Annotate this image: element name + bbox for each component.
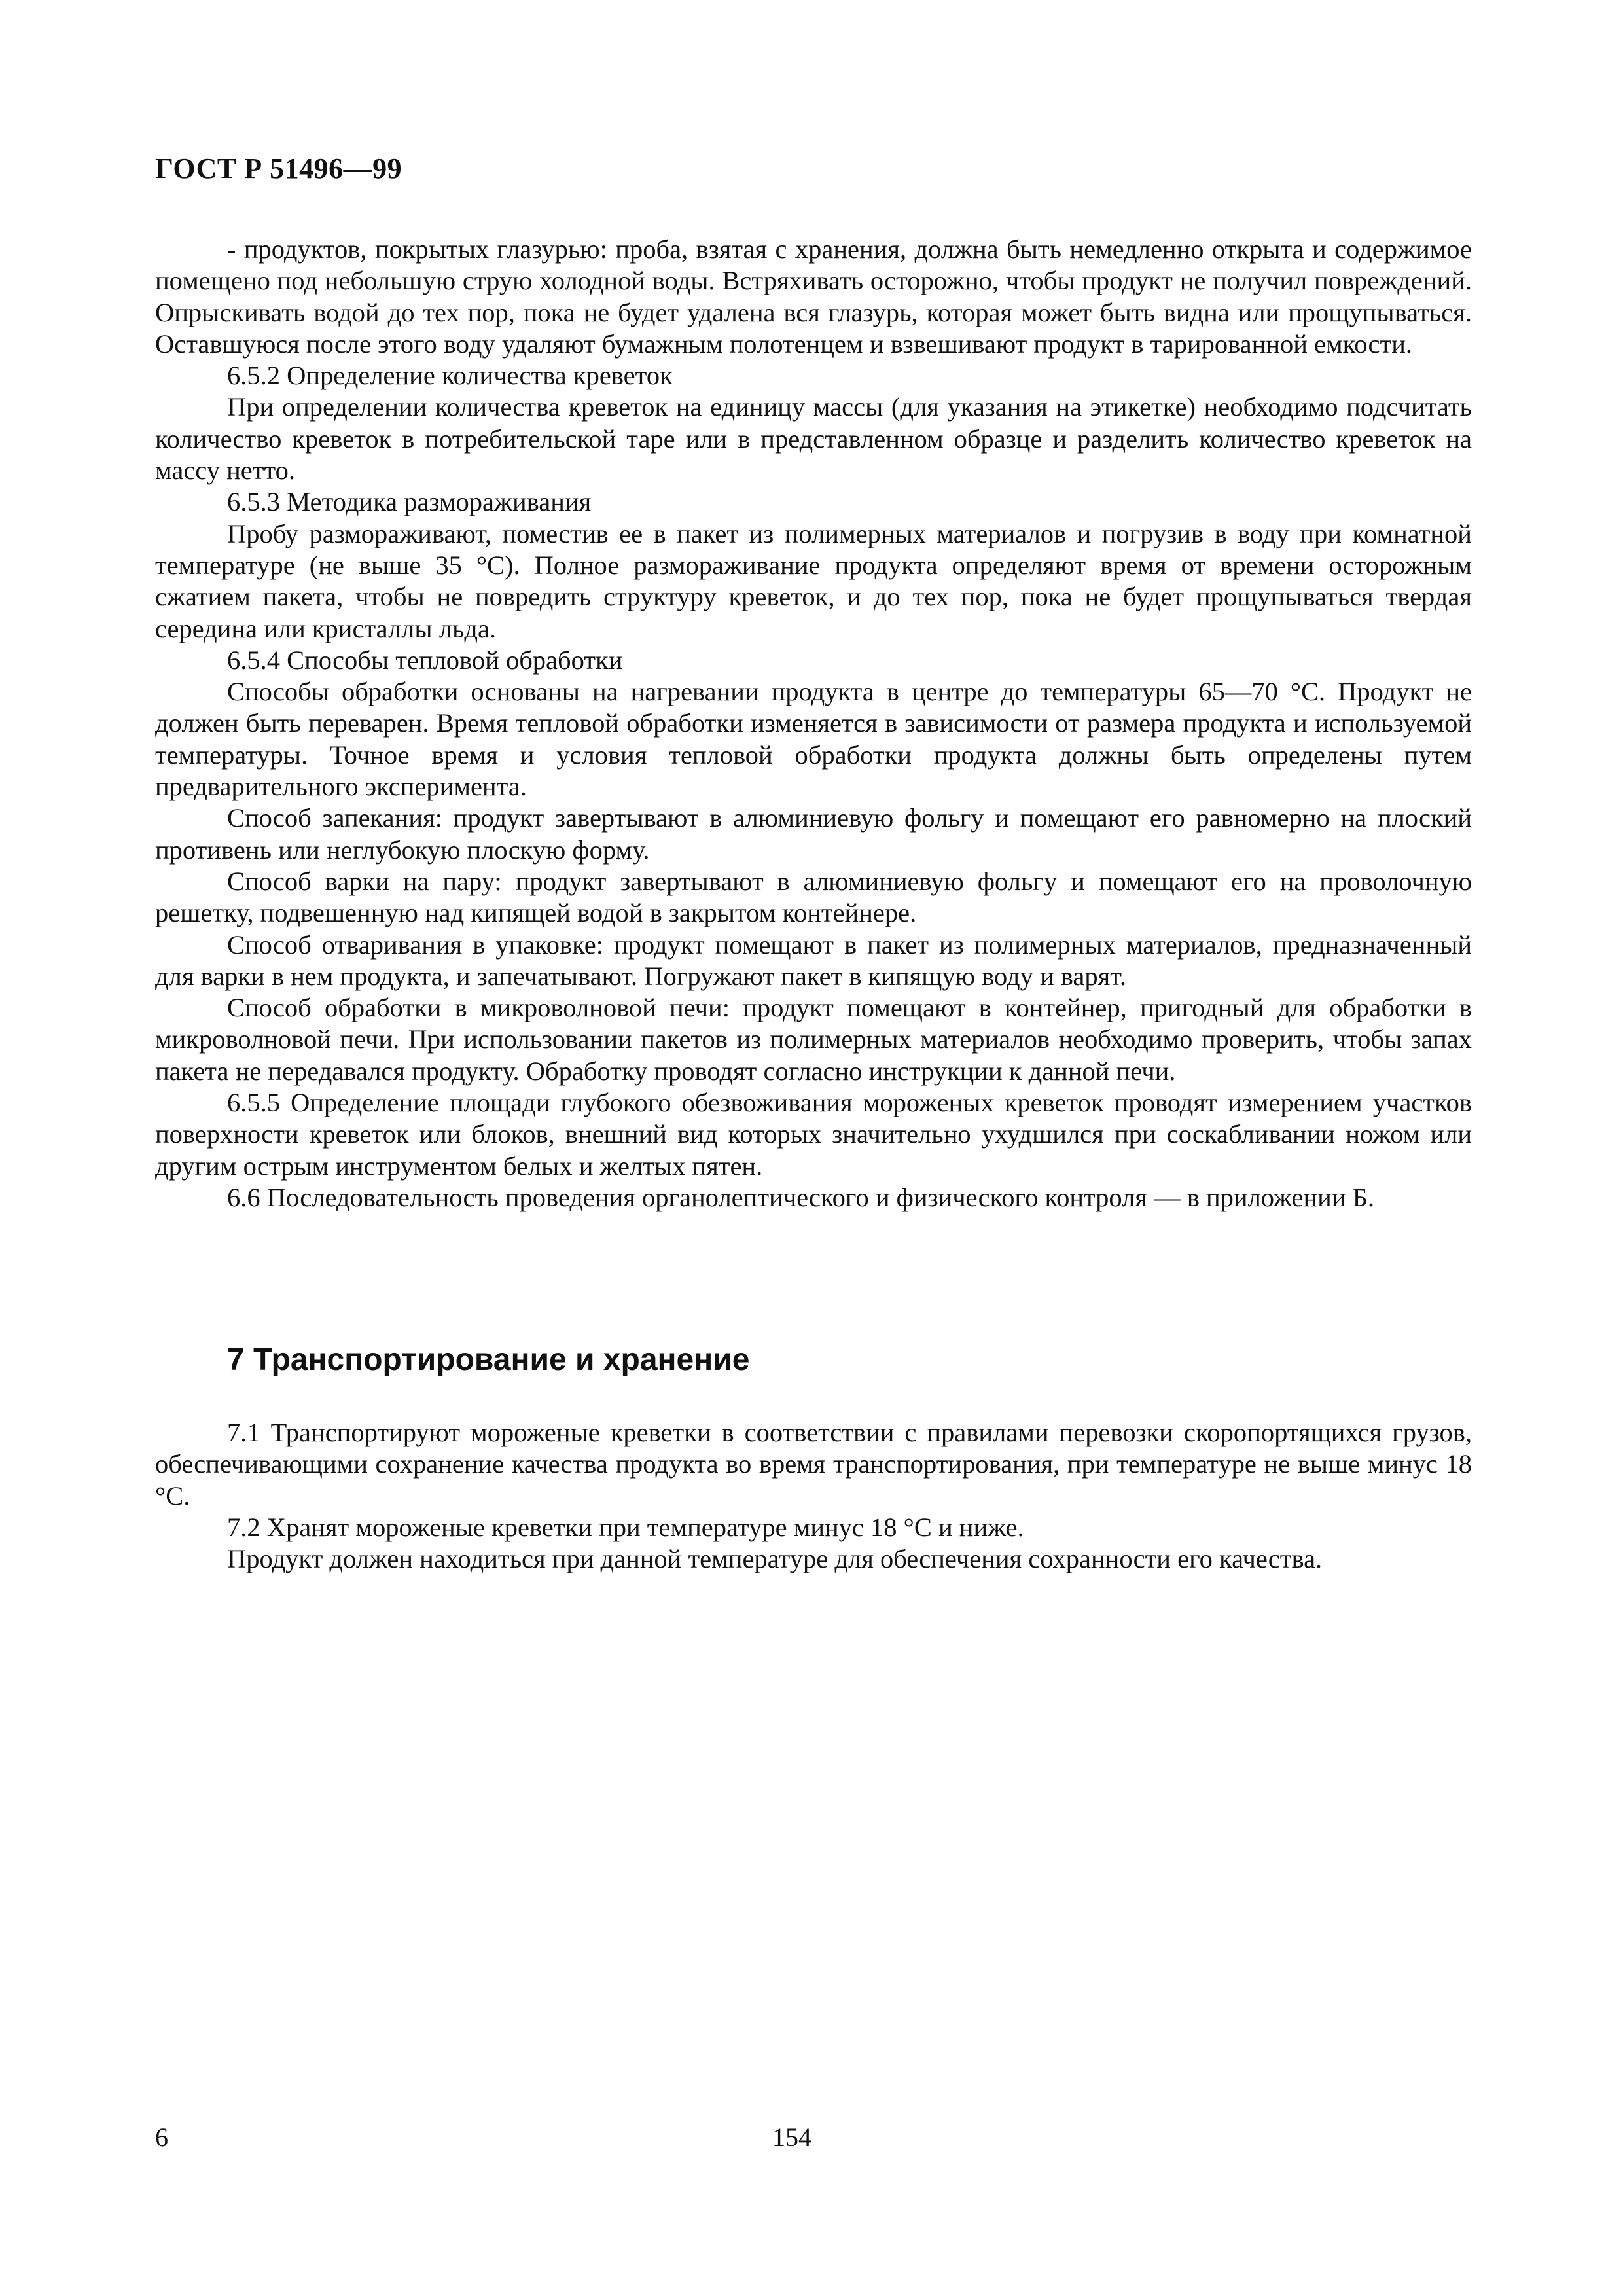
paragraph-steaming: Способ варки на пару: продукт завертывают в алюминиевую фольгу и помещают его на проволочную решетку, подвешенную над кипящей водой в закрытом контейнере. (155, 866, 1472, 928)
section-7-text-block (155, 1417, 1472, 1575)
clause-heading-6-5-4: 6.5.4 Способы тепловой обработки (227, 645, 623, 675)
paragraph-dehydration-area: 6.5.5 Определение площади глубокого обезвоживания мороженых креветок проводят измерением участков поверхности креветок или блоков, внешний вид которых значительно ухудшился при соскабливании ножом или другим острым инструментом белых и желтых пятен. (155, 1088, 1472, 1181)
paragraph-thawing-method: Пробу размораживают, поместив ее в пакет из полимерных материалов и погрузив в воду при комнатной температуре (не выше 35 °С). Полное размораживание продукта определяют время от времени осторожным сжатием пакета, чтобы не повредить структуру креветок, и до тех пор, пока не будет прощупываться твердая середина или кристаллы льда. (155, 518, 1472, 643)
paragraph-glaze-removal: - продуктов, покрытых глазурью: проба, взятая с хранения, должна быть немедленно открыта и содержимое помещено под небольшую струю холодной воды. Встряхивать осторожно, чтобы продукт не получил повреждений. Опрыскивать водой до тех пор, пока не будет удалена вся глазурь, которая может быть видна или прощупываться. Оставшуюся после этого воду удаляют бумажным полотенцем и взвешивают продукт в тарированной емкости. (155, 234, 1472, 359)
paragraph-control-sequence: 6.6 Последовательность проведения органолептического и физического контроля — в приложении Б. (227, 1182, 1374, 1212)
page-number: 6 (155, 2123, 168, 2152)
paragraph-boil-in-bag: Способ отваривания в упаковке: продукт помещают в пакет из полимерных материалов, предназначенный для варки в нем продукта, и запечатывают. Погружают пакет в кипящую воду и варят. (155, 929, 1472, 991)
clause-heading-6-5-2: 6.5.2 Определение количества креветок (227, 361, 673, 391)
paragraph-storage-quality: Продукт должен находиться при данной температуре для обеспечения сохранности его качества. (227, 1544, 1323, 1574)
clause-heading-6-5-3: 6.5.3 Методика размораживания (227, 487, 592, 517)
main-text-block (155, 234, 1472, 1213)
paragraph-storage: 7.2 Хранят мороженые креветки при температуре минус 18 °С и ниже. (227, 1512, 1024, 1542)
sheet-number: 154 (772, 2123, 812, 2152)
paragraph-transport: 7.1 Транспортируют мороженые креветки в соответствии с правилами перевозки скоропортящихся грузов, обеспечивающими сохранение качества продукта во время транспортирования, при температуре не выше минус 18 °С. (155, 1418, 1472, 1511)
paragraph-shrimp-count: При определении количества креветок на единицу массы (для указания на этикетке) необходимо подсчитать количество креветок в потребительской таре или в представленном образце и разделить количество креветок на массу нетто. (155, 392, 1472, 486)
paragraph-microwave: Способ обработки в микроволновой печи: продукт помещают в контейнер, пригодный для обработки в микроволновой печи. При использовании пакетов из полимерных материалов необходимо проверить, чтобы запах пакета не передавался продукту. Обработку проводят согласно инструкции к данной печи. (155, 993, 1472, 1086)
section-heading-7: 7 Транспортирование и хранение (227, 1342, 750, 1377)
document-header: ГОСТ Р 51496—99 (155, 152, 402, 185)
paragraph-heat-treatment: Способы обработки основаны на нагревании продукта в центре до температуры 65—70 °С. Продукт не должен быть переварен. Время тепловой обработки изменяется в зависимости от размера продукта и используемой температуры. Точное время и условия тепловой обработки продукта должны быть определены путем предварительного эксперимента. (155, 677, 1472, 802)
paragraph-baking: Способ запекания: продукт завертывают в алюминиевую фольгу и помещают его равномерно на плоский противень или неглубокую плоскую форму. (155, 803, 1472, 865)
